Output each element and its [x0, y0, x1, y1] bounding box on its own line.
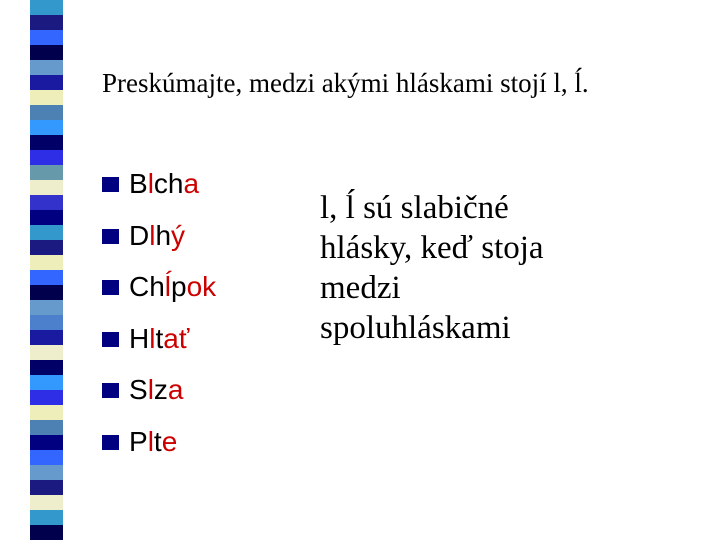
decorative-stripe	[30, 0, 63, 540]
letters: ch	[153, 168, 184, 199]
stripe-segment	[30, 45, 63, 60]
letters: P	[129, 425, 148, 457]
square-bullet-icon	[102, 177, 119, 192]
letters: Ch	[129, 271, 165, 302]
stripe-segment	[30, 30, 63, 45]
highlighted-letters: e	[161, 425, 178, 457]
letters: B	[129, 168, 148, 199]
stripe-segment	[30, 390, 63, 405]
stripe-segment	[30, 135, 63, 150]
list-item	[102, 420, 216, 472]
note-line: hlásky, keď stoja	[320, 230, 544, 266]
stripe-segment	[30, 405, 63, 420]
square-bullet-icon	[102, 280, 119, 295]
stripe-segment	[30, 480, 63, 495]
stripe-segment	[30, 285, 63, 300]
slide-title: Preskúmajte, medzi akými hláskami stojí l, ĺ.	[102, 68, 589, 98]
square-bullet-icon	[102, 383, 119, 398]
letters: p	[171, 271, 187, 302]
stripe-segment	[30, 420, 63, 435]
stripe-segment	[30, 330, 63, 345]
square-bullet-icon	[102, 332, 119, 347]
letters: z	[153, 374, 168, 405]
highlighted-letters: a	[167, 374, 184, 405]
letters: t	[155, 322, 164, 354]
word	[129, 368, 184, 412]
letters: D	[129, 219, 150, 251]
highlighted-letters: l	[147, 168, 154, 199]
list-item	[102, 317, 216, 369]
stripe-segment	[30, 90, 63, 105]
square-bullet-icon	[102, 229, 119, 244]
stripe-segment	[30, 0, 63, 15]
rule-note	[320, 188, 700, 348]
stripe-segment	[30, 525, 63, 540]
letters: t	[153, 425, 162, 457]
square-bullet-icon	[102, 435, 119, 450]
highlighted-letters: ať	[163, 322, 190, 354]
word	[129, 214, 185, 258]
stripe-segment	[30, 360, 63, 375]
stripe-segment	[30, 195, 63, 210]
list-item	[102, 265, 216, 317]
word-list	[102, 162, 216, 471]
letters: h	[155, 219, 172, 251]
stripe-segment	[30, 510, 63, 525]
letters: H	[129, 322, 150, 354]
highlighted-letters: l	[147, 374, 154, 405]
highlighted-letters: a	[183, 168, 200, 199]
stripe-segment	[30, 180, 63, 195]
highlighted-letters: l	[147, 425, 154, 457]
highlighted-letters: l	[149, 322, 156, 354]
stripe-segment	[30, 225, 63, 240]
stripe-segment	[30, 435, 63, 450]
stripe-segment	[30, 345, 63, 360]
highlighted-letters: ok	[186, 271, 217, 302]
stripe-segment	[30, 105, 63, 120]
stripe-segment	[30, 255, 63, 270]
stripe-segment	[30, 270, 63, 285]
highlighted-letters: ý	[171, 219, 186, 251]
stripe-segment	[30, 60, 63, 75]
stripe-segment	[30, 240, 63, 255]
word	[129, 162, 199, 206]
list-item	[102, 214, 216, 266]
list-item	[102, 162, 216, 214]
stripe-segment	[30, 165, 63, 180]
stripe-segment	[30, 375, 63, 390]
stripe-segment	[30, 465, 63, 480]
stripe-segment	[30, 15, 63, 30]
highlighted-letters: l	[149, 219, 156, 251]
note-line: l, ĺ sú slabičné	[320, 190, 509, 226]
stripe-segment	[30, 210, 63, 225]
note-line: spoluhláskami	[320, 310, 511, 346]
word	[129, 265, 216, 309]
note-line: medzi	[320, 270, 401, 306]
word	[129, 420, 177, 464]
list-item	[102, 368, 216, 420]
highlighted-letters: ĺ	[164, 271, 172, 302]
stripe-segment	[30, 315, 63, 330]
stripe-segment	[30, 450, 63, 465]
stripe-segment	[30, 495, 63, 510]
stripe-segment	[30, 75, 63, 90]
stripe-segment	[30, 120, 63, 135]
word	[129, 317, 189, 361]
letters: S	[129, 374, 148, 405]
stripe-segment	[30, 150, 63, 165]
stripe-segment	[30, 300, 63, 315]
